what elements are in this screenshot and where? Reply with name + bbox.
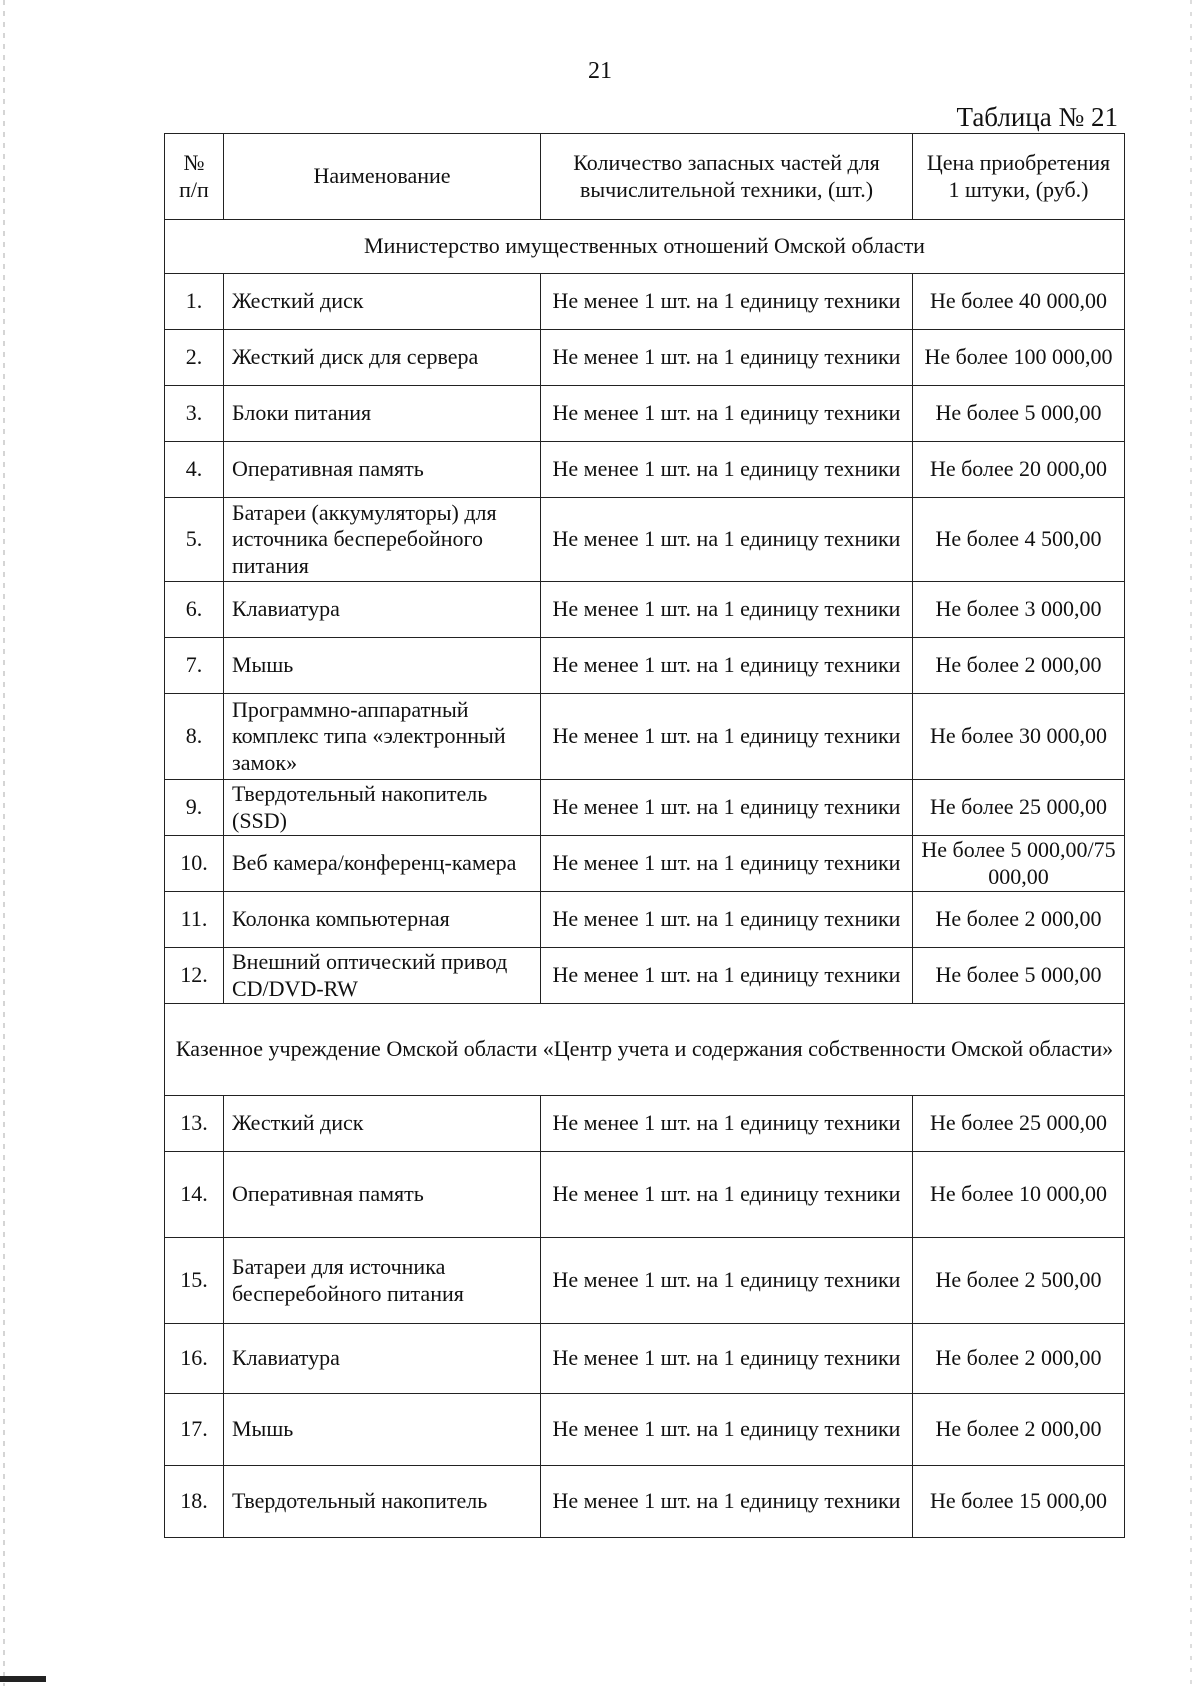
row-price: Не более 30 000,00 (913, 694, 1125, 780)
section-title: Казенное учреждение Омской области «Центр учета и содержания собственности Омской области» (165, 1004, 1125, 1096)
row-quantity: Не менее 1 шт. на 1 единицу техники (541, 1394, 913, 1466)
row-name: Клавиатура (224, 582, 541, 638)
row-quantity: Не менее 1 шт. на 1 единицу техники (541, 386, 913, 442)
row-name: Твердотельный накопитель (SSD) (224, 780, 541, 836)
row-quantity: Не менее 1 шт. на 1 единицу техники (541, 442, 913, 498)
row-number: 6. (165, 582, 224, 638)
row-number: 18. (165, 1466, 224, 1538)
row-quantity: Не менее 1 шт. на 1 единицу техники (541, 836, 913, 892)
row-number: 14. (165, 1152, 224, 1238)
row-price: Не более 100 000,00 (913, 330, 1125, 386)
page-number: 21 (588, 58, 612, 84)
row-number: 15. (165, 1238, 224, 1324)
row-price: Не более 2 000,00 (913, 638, 1125, 694)
row-number: 3. (165, 386, 224, 442)
row-quantity: Не менее 1 шт. на 1 единицу техники (541, 582, 913, 638)
table-row (165, 780, 1125, 836)
row-price: Не более 5 000,00 (913, 948, 1125, 1004)
table-row (165, 274, 1125, 330)
section-title: Министерство имущественных отношений Омской области (165, 220, 1125, 274)
row-name: Жесткий диск (224, 274, 541, 330)
row-quantity: Не менее 1 шт. на 1 единицу техники (541, 638, 913, 694)
row-name: Оперативная память (224, 1152, 541, 1238)
section-row (165, 220, 1125, 274)
row-name: Оперативная память (224, 442, 541, 498)
row-name: Блоки питания (224, 386, 541, 442)
table-row (165, 892, 1125, 948)
scan-edge-right (1190, 0, 1192, 1686)
row-number: 12. (165, 948, 224, 1004)
table-row (165, 1152, 1125, 1238)
row-number: 13. (165, 1096, 224, 1152)
table-row (165, 1238, 1125, 1324)
row-quantity: Не менее 1 шт. на 1 единицу техники (541, 1238, 913, 1324)
table-row (165, 638, 1125, 694)
row-name: Мышь (224, 638, 541, 694)
row-quantity: Не менее 1 шт. на 1 единицу техники (541, 330, 913, 386)
row-quantity: Не менее 1 шт. на 1 единицу техники (541, 694, 913, 780)
row-name: Клавиатура (224, 1324, 541, 1394)
table-row (165, 694, 1125, 780)
row-price: Не более 5 000,00/75 000,00 (913, 836, 1125, 892)
row-name: Жесткий диск (224, 1096, 541, 1152)
header-number: № п/п (165, 134, 224, 220)
row-name: Батареи (аккумуляторы) для источника бесперебойного питания (224, 498, 541, 582)
row-price: Не более 2 500,00 (913, 1238, 1125, 1324)
table-row (165, 498, 1125, 582)
row-price: Не более 5 000,00 (913, 386, 1125, 442)
row-price: Не более 2 000,00 (913, 1394, 1125, 1466)
row-number: 7. (165, 638, 224, 694)
row-name: Жесткий диск для сервера (224, 330, 541, 386)
table-header-row (165, 134, 1125, 220)
table-row (165, 582, 1125, 638)
table-row (165, 1394, 1125, 1466)
row-price: Не более 25 000,00 (913, 780, 1125, 836)
spare-parts-table (164, 133, 1125, 1538)
row-quantity: Не менее 1 шт. на 1 единицу техники (541, 1466, 913, 1538)
row-number: 16. (165, 1324, 224, 1394)
row-name: Веб камера/конференц-камера (224, 836, 541, 892)
row-quantity: Не менее 1 шт. на 1 единицу техники (541, 1324, 913, 1394)
row-quantity: Не менее 1 шт. на 1 единицу техники (541, 1152, 913, 1238)
row-quantity: Не менее 1 шт. на 1 единицу техники (541, 1096, 913, 1152)
row-number: 5. (165, 498, 224, 582)
scan-edge-left (3, 0, 5, 1686)
row-quantity: Не менее 1 шт. на 1 единицу техники (541, 780, 913, 836)
row-quantity: Не менее 1 шт. на 1 единицу техники (541, 892, 913, 948)
row-number: 2. (165, 330, 224, 386)
header-name: Наименование (224, 134, 541, 220)
row-number: 10. (165, 836, 224, 892)
row-price: Не более 3 000,00 (913, 582, 1125, 638)
table-caption: Таблица № 21 (956, 102, 1118, 132)
row-price: Не более 2 000,00 (913, 892, 1125, 948)
row-number: 11. (165, 892, 224, 948)
table-row (165, 386, 1125, 442)
row-price: Не более 15 000,00 (913, 1466, 1125, 1538)
header-price: Цена приобретения 1 штуки, (руб.) (913, 134, 1125, 220)
header-quantity: Количество запасных частей для вычислительной техники, (шт.) (541, 134, 913, 220)
table-row (165, 442, 1125, 498)
table-row (165, 948, 1125, 1004)
table-row (165, 1096, 1125, 1152)
table-row (165, 330, 1125, 386)
row-number: 17. (165, 1394, 224, 1466)
row-number: 4. (165, 442, 224, 498)
row-name: Колонка компьютерная (224, 892, 541, 948)
scan-mark (0, 1676, 46, 1682)
row-number: 1. (165, 274, 224, 330)
row-name: Твердотельный накопитель (224, 1466, 541, 1538)
row-price: Не более 20 000,00 (913, 442, 1125, 498)
row-price: Не более 25 000,00 (913, 1096, 1125, 1152)
table-row (165, 1466, 1125, 1538)
row-quantity: Не менее 1 шт. на 1 единицу техники (541, 948, 913, 1004)
row-price: Не более 4 500,00 (913, 498, 1125, 582)
row-price: Не более 40 000,00 (913, 274, 1125, 330)
row-name: Мышь (224, 1394, 541, 1466)
section-row (165, 1004, 1125, 1096)
row-name: Внешний оптический привод CD/DVD-RW (224, 948, 541, 1004)
table-row (165, 1324, 1125, 1394)
row-number: 8. (165, 694, 224, 780)
row-price: Не более 2 000,00 (913, 1324, 1125, 1394)
row-number: 9. (165, 780, 224, 836)
row-quantity: Не менее 1 шт. на 1 единицу техники (541, 274, 913, 330)
table-body (165, 220, 1125, 1538)
row-name: Батареи для источника бесперебойного питания (224, 1238, 541, 1324)
row-quantity: Не менее 1 шт. на 1 единицу техники (541, 498, 913, 582)
row-name: Программно-аппаратный комплекс типа «электронный замок» (224, 694, 541, 780)
row-price: Не более 10 000,00 (913, 1152, 1125, 1238)
table-row (165, 836, 1125, 892)
